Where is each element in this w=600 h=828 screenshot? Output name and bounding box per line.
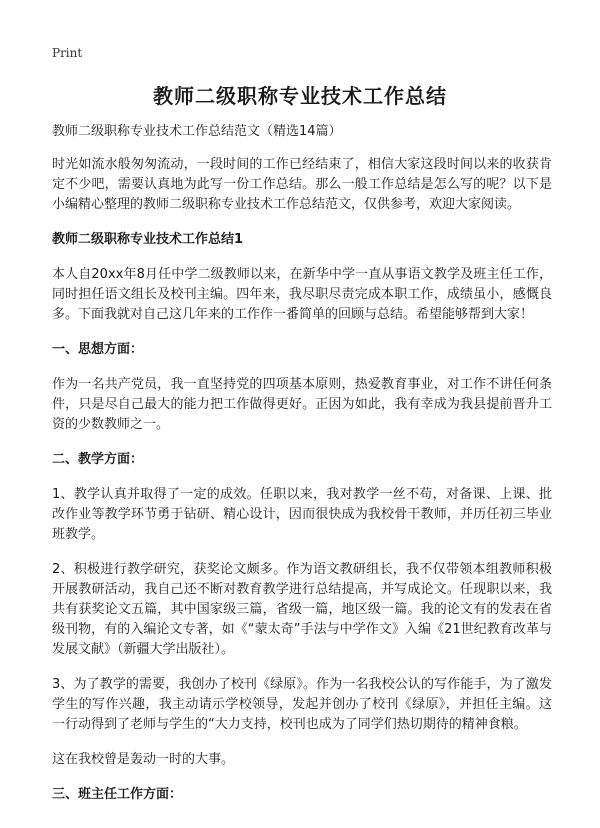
article-body bbox=[52, 122, 552, 820]
teaching-paragraph-3: 3、为了教学的需要，我创办了校刊《绿原》。作为一名我校公认的写作能手，为了激发学生的写作兴趣，我主动请示学校领导，发起并创办了校刊《绿原》，并担任主编。这一行动得到了老师与学生的“大力支持，校刊也成为了同学们热切期待的精神食粮。 bbox=[52, 677, 552, 732]
intro-paragraph: 时光如流水般匆匆流动，一段时间的工作已经结束了，相信大家这段时间以来的收获肯定不少吧，需要认真地为此写一份工作总结。那么一般工作总结是怎么写的呢？以下是小编精心整理的教师二级职称专业技术工作总结范文，仅供参考，欢迎大家阅读。 bbox=[52, 157, 552, 212]
print-link[interactable]: Print bbox=[52, 46, 83, 60]
teaching-paragraph-2: 2、积极进行教学研究，获奖论文颇多。作为语文教研组长，我不仅带领本组教师积极开展教研活动，我自己还不断对教育教学进行总结提高，并写成论文。任现职以来，我共有获奖论文五篇，其中国家级三篇，省级一篇，地区级一篇。我的论文有的发表在省级刊物，有的入编论文专著，如《“蒙太奇”手法与中学作文》入编《21世纪教育改革与发展文献》（新疆大学出版社）。 bbox=[52, 562, 552, 657]
teaching-paragraph-4: 这在我校曾是轰动一时的大事。 bbox=[52, 752, 235, 767]
heading-thought: 一、思想方面： bbox=[52, 342, 144, 357]
heading-class-teacher: 三、班主任工作方面： bbox=[52, 787, 183, 802]
page-title: 教师二级职称专业技术工作总结 bbox=[153, 84, 447, 108]
subtitle: 教师二级职称专业技术工作总结范文（精选14篇） bbox=[52, 124, 342, 139]
thought-paragraph: 作为一名共产党员，我一直坚持党的四项基本原则，热爱教育事业，对工作不讲任何条件，只是尽自己最大的能力把工作做得更好。正因为如此，我有幸成为我县提前晋升工资的少数教师之一。 bbox=[52, 377, 552, 432]
heading-teaching: 二、教学方面： bbox=[52, 452, 144, 467]
section-intro-paragraph: 本人自20xx年8月任中学二级教师以来，在新华中学一直从事语文教学及班主任工作，同时担任语文组长及校刊主编。四年来，我尽职尽责完成本职工作，成绩虽小，感慨良多。下面我就对自己这几年来的工作作一番简单的回顾与总结。希望能够帮到大家！ bbox=[52, 267, 552, 322]
section-title: 教师二级职称专业技术工作总结1 bbox=[52, 232, 244, 247]
teaching-paragraph-1: 1、教学认真并取得了一定的成效。任职以来，我对教学一丝不苟，对备课、上课、批改作业等教学环节勇于钻研、精心设计，因而很快成为我校骨干教师，并历任初三毕业班教学。 bbox=[52, 487, 552, 542]
